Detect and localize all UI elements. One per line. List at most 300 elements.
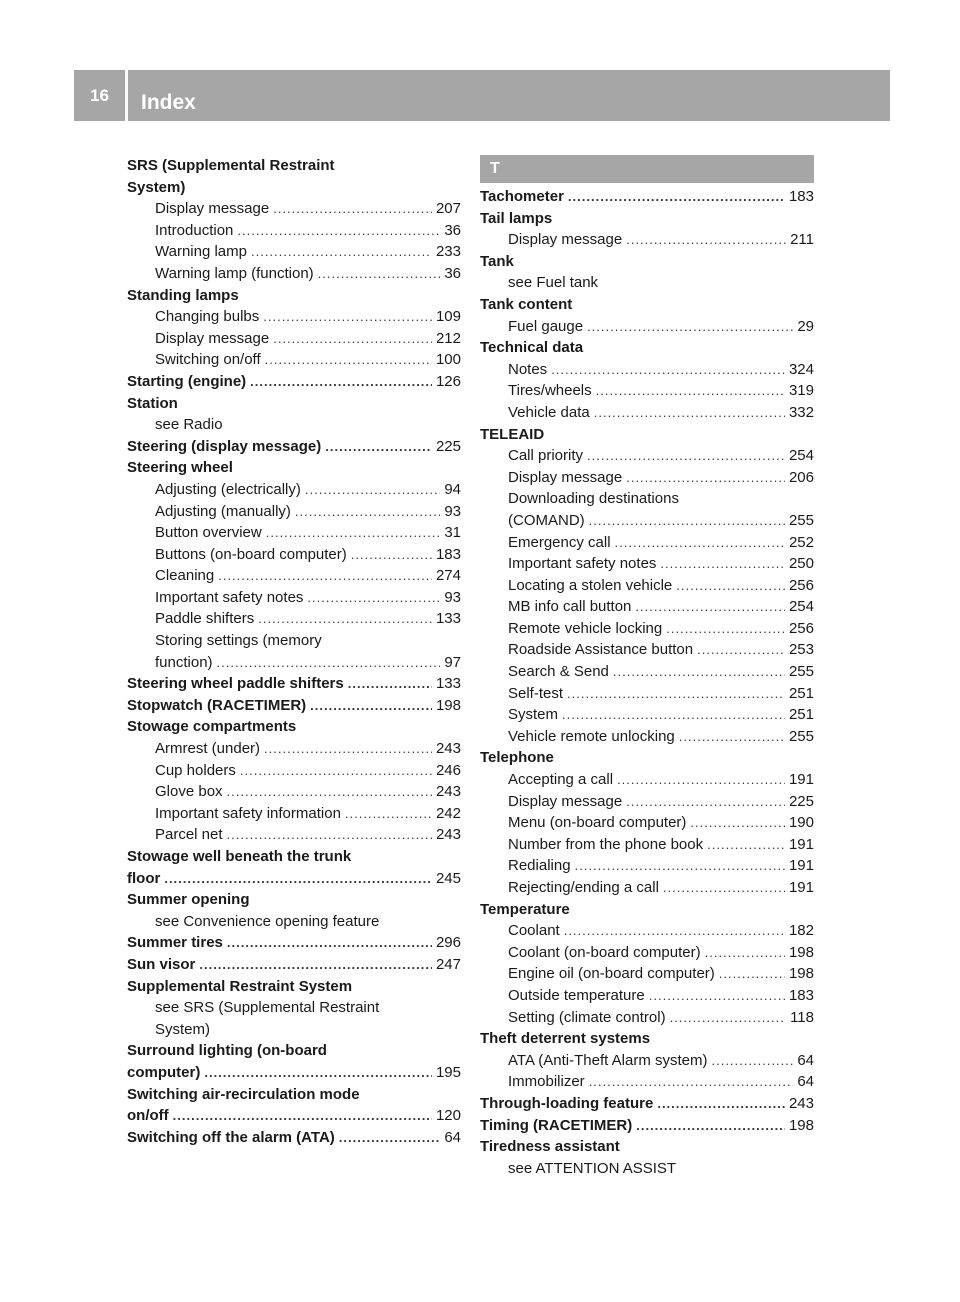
entry-text: Timing (RACETIMER) (480, 1116, 633, 1134)
page-ref: 93 (444, 502, 461, 520)
index-subentry (480, 791, 814, 813)
page-ref: 274 (435, 567, 461, 585)
entry-text: Number from the phone book (508, 835, 704, 853)
index-subentry (480, 553, 814, 575)
entry-text: Cup holders (155, 761, 236, 779)
entry-text: Steering wheel (127, 459, 233, 477)
entry-text: Standing lamps (127, 286, 239, 304)
page-ref: 190 (788, 814, 814, 832)
index-subentry (480, 877, 814, 899)
index-subentry (127, 652, 461, 674)
page-ref: 250 (788, 555, 814, 573)
dot-leader (589, 1071, 794, 1093)
page-ref: 247 (435, 955, 461, 973)
entry-text: Stowage compartments (127, 718, 297, 736)
dot-leader (164, 868, 432, 890)
entry-text: Tank content (480, 295, 573, 313)
page-ref: 64 (797, 1051, 814, 1069)
index-entry (127, 889, 461, 911)
entry-text: Tachometer (480, 188, 564, 205)
dot-leader (264, 738, 432, 760)
index-subentry (127, 220, 461, 242)
dot-leader (227, 932, 432, 954)
dot-leader (697, 639, 785, 661)
page-ref: 97 (444, 653, 461, 671)
entry-text: Warning lamp (function) (155, 264, 314, 282)
entry-text: Important safety notes (155, 588, 304, 606)
page-ref: 256 (788, 619, 814, 637)
dot-leader (660, 553, 785, 575)
dot-leader (589, 510, 785, 532)
index-entry (127, 1127, 461, 1149)
page-ref: 256 (788, 576, 814, 594)
index-subentry (127, 1019, 461, 1041)
entry-text: Tiredness assistant (480, 1138, 620, 1156)
page-ref: 332 (788, 403, 814, 421)
dot-leader (307, 587, 440, 609)
dot-leader (636, 1115, 785, 1137)
entry-text: Summer opening (127, 891, 250, 909)
entry-text: ATA (Anti-Theft Alarm system) (508, 1051, 708, 1069)
index-entry (480, 208, 814, 230)
entry-text: Emergency call (508, 533, 611, 551)
entry-text: Tail lamps (480, 209, 553, 227)
dot-leader (318, 263, 441, 285)
index-subentry (480, 316, 814, 338)
dot-leader (564, 920, 785, 942)
dot-leader (295, 501, 440, 523)
page-ref: 243 (435, 783, 461, 801)
entry-text: Glove box (155, 783, 223, 801)
page-ref: 64 (444, 1128, 461, 1146)
entry-text: Tank (480, 252, 514, 270)
index-subentry (127, 781, 461, 803)
page-ref: 191 (788, 879, 814, 896)
index-subentry (127, 738, 461, 760)
page-ref: 255 (788, 663, 814, 681)
entry-text: Roadside Assistance button (508, 641, 694, 659)
index-subentry (127, 306, 461, 328)
dot-leader (679, 726, 785, 748)
index-subentry (480, 704, 814, 726)
dot-leader (615, 532, 785, 554)
entry-text: see ATTENTION ASSIST (508, 1159, 677, 1177)
page-ref: 191 (788, 857, 814, 875)
dot-leader (258, 608, 432, 630)
page-ref: 195 (435, 1063, 461, 1081)
page-ref: 133 (435, 675, 461, 693)
page-ref: 36 (444, 221, 461, 239)
entry-text: Stopwatch (RACETIMER) (127, 696, 307, 714)
dot-leader (305, 479, 440, 501)
index-subentry (480, 467, 814, 489)
entry-text: Search & Send (508, 663, 609, 681)
entry-text: see Fuel tank (508, 274, 599, 292)
index-entry (480, 1115, 814, 1137)
index-subentry (480, 1050, 814, 1072)
index-subentry (480, 812, 814, 834)
page-ref: 109 (435, 308, 461, 326)
dot-leader (663, 877, 785, 899)
entry-text: Telephone (480, 749, 554, 767)
page-ref: 94 (444, 480, 461, 498)
page-title: Index (128, 70, 890, 121)
page-ref: 207 (435, 200, 461, 218)
index-subentry (480, 769, 814, 791)
page-ref: 183 (435, 545, 461, 563)
entry-text: System (508, 706, 559, 724)
page-ref: 225 (788, 792, 814, 810)
index-entry (480, 747, 814, 769)
index-subentry (480, 1071, 814, 1093)
page-ref: 133 (435, 610, 461, 628)
entry-text: Display message (508, 231, 623, 249)
entry-text: (COMAND) (508, 511, 585, 529)
index-entry (127, 155, 461, 177)
page-ref: 191 (788, 771, 814, 789)
index-subentry (127, 997, 461, 1019)
entry-text: Rejecting/ending a call (508, 879, 659, 896)
page-ref: 198 (788, 1116, 814, 1134)
dot-leader (218, 565, 432, 587)
dot-leader (325, 436, 432, 458)
index-entry (127, 716, 461, 738)
index-subentry (127, 565, 461, 587)
dot-leader (690, 812, 785, 834)
entry-text: function) (155, 653, 213, 671)
dot-leader (237, 220, 440, 242)
index-entry (127, 1040, 461, 1062)
index-subentry (480, 985, 814, 1007)
page-ref: 64 (797, 1073, 814, 1091)
index-subentry (127, 241, 461, 263)
page-ref: 319 (788, 382, 814, 400)
index-subentry (480, 445, 814, 467)
entry-text: Coolant (on-board computer) (508, 943, 701, 961)
entry-text: Locating a stolen vehicle (508, 576, 673, 594)
entry-text: Important safety information (155, 804, 341, 822)
page-ref: 242 (435, 804, 461, 822)
entry-text: Vehicle data (508, 403, 590, 421)
dot-leader (310, 695, 432, 717)
page-ref: 252 (788, 533, 814, 551)
page-ref: 233 (435, 243, 461, 261)
entry-text: System) (127, 178, 186, 196)
index-entry (127, 371, 461, 393)
index-subentry (480, 963, 814, 985)
dot-leader (250, 371, 432, 393)
entry-text: Stowage well beneath the trunk (127, 848, 352, 865)
index-entry (127, 1062, 461, 1084)
index-subentry (480, 380, 814, 402)
index-entry (127, 393, 461, 415)
index-subentry (480, 272, 814, 294)
entry-text: Display message (508, 468, 623, 486)
entry-text: Buttons (on-board computer) (155, 545, 347, 563)
entry-text: Changing bulbs (155, 308, 260, 326)
dot-leader (173, 1105, 432, 1127)
page-ref: 253 (788, 641, 814, 659)
dot-leader (596, 380, 785, 402)
entry-text: Summer tires (127, 934, 223, 952)
entry-text: Introduction (155, 221, 234, 239)
page-ref: 243 (435, 826, 461, 844)
page-ref: 93 (444, 588, 461, 606)
dot-leader (339, 1127, 441, 1149)
dot-leader (617, 769, 785, 791)
index-entry (127, 954, 461, 976)
dot-leader (670, 1007, 787, 1029)
entry-text: Parcel net (155, 826, 223, 844)
index-subentry (480, 596, 814, 618)
dot-leader (626, 467, 785, 489)
index-entry (480, 337, 814, 359)
entry-text: Downloading destinations (508, 490, 679, 508)
index-entry (127, 1084, 461, 1106)
dot-leader (273, 328, 432, 350)
index-entry (127, 868, 461, 890)
entry-text: see SRS (Supplemental Restraint (155, 999, 380, 1017)
entry-text: Display message (155, 200, 270, 218)
page-ref: 120 (435, 1107, 461, 1125)
entry-text: TELEAID (480, 425, 545, 443)
dot-leader (575, 855, 785, 877)
entry-text: Theft deterrent systems (480, 1030, 651, 1048)
index-entry (127, 457, 461, 479)
index-subentry (480, 488, 814, 510)
index-subentry (127, 608, 461, 630)
index-entry (127, 1105, 461, 1127)
dot-leader (199, 954, 432, 976)
section-letter-t: T (480, 155, 814, 183)
entry-text: Supplemental Restraint System (127, 977, 353, 995)
entry-text: Display message (155, 329, 270, 347)
entry-text: Sun visor (127, 955, 196, 973)
dot-leader (626, 229, 786, 251)
entry-text: Through-loading feature (480, 1094, 654, 1112)
page-ref: 198 (788, 943, 814, 961)
entry-text: Switching on/off (155, 351, 261, 369)
dot-leader (666, 618, 785, 640)
index-subentry (480, 1158, 814, 1180)
entry-text: see Radio (155, 416, 223, 434)
dot-leader (567, 683, 785, 705)
index-subentry (480, 639, 814, 661)
index-subentry (127, 501, 461, 523)
entry-text: Call priority (508, 447, 584, 465)
entry-text: Redialing (508, 857, 571, 875)
dot-leader (273, 198, 432, 220)
index-entry (480, 294, 814, 316)
page-ref: 118 (790, 1008, 814, 1026)
entry-text: Warning lamp (155, 243, 247, 261)
dot-leader (707, 834, 785, 856)
index-subentry (480, 855, 814, 877)
dot-leader (626, 791, 785, 813)
index-entry (127, 846, 461, 868)
page-ref: 211 (790, 231, 814, 249)
page-ref: 31 (444, 524, 461, 542)
dot-leader (657, 1093, 785, 1115)
dot-leader (227, 824, 432, 846)
entry-text: Coolant (508, 922, 560, 940)
page-ref: 254 (788, 598, 814, 616)
index-entry (127, 285, 461, 307)
dot-leader (676, 575, 785, 597)
index-subentry (480, 834, 814, 856)
entry-text: Engine oil (on-board computer) (508, 965, 715, 983)
index-subentry (480, 402, 814, 424)
entry-text: floor (127, 869, 161, 887)
entry-text: Armrest (under) (155, 740, 261, 758)
index-entry (480, 186, 814, 208)
entry-text: Steering (display message) (127, 437, 322, 455)
dot-leader (204, 1062, 432, 1084)
entry-text: computer) (127, 1063, 201, 1081)
entry-text: Cleaning (155, 567, 215, 585)
page-ref: 255 (788, 727, 814, 745)
entry-text: Setting (climate control) (508, 1008, 666, 1026)
entry-text: Switching air-recirculation mode (127, 1085, 360, 1103)
dot-leader (227, 781, 432, 803)
dot-leader (345, 803, 432, 825)
entry-text: Adjusting (manually) (155, 502, 291, 520)
page-ref: 243 (788, 1094, 814, 1112)
page-ref: 126 (435, 372, 461, 390)
page-ref: 251 (788, 684, 814, 702)
page-ref: 100 (435, 351, 461, 369)
index-subentry (480, 575, 814, 597)
index-column-left (127, 155, 461, 1148)
dot-leader (348, 673, 432, 695)
page-ref: 246 (435, 761, 461, 779)
dot-leader (649, 985, 785, 1007)
index-subentry (480, 618, 814, 640)
page-ref: 182 (788, 922, 814, 940)
index-subentry (480, 229, 814, 251)
entry-text: Technical data (480, 339, 584, 357)
page-ref: 191 (788, 835, 814, 853)
entry-text: Vehicle remote unlocking (508, 727, 675, 745)
index-entry (480, 1028, 814, 1050)
entry-text: Station (127, 394, 178, 412)
entry-text: Important safety notes (508, 555, 657, 573)
page-ref: 212 (435, 329, 461, 347)
index-subentry (480, 920, 814, 942)
index-subentry (480, 726, 814, 748)
page-ref: 324 (788, 360, 814, 378)
dot-leader (240, 760, 432, 782)
entry-text: Remote vehicle locking (508, 619, 663, 637)
entry-text: Tires/wheels (508, 382, 592, 400)
page-ref: 183 (788, 986, 814, 1004)
page-ref: 251 (788, 706, 814, 724)
entry-text: Steering wheel paddle shifters (127, 675, 344, 693)
index-subentry (480, 661, 814, 683)
dot-leader (594, 402, 785, 424)
index-subentry (127, 803, 461, 825)
index-entry (127, 932, 461, 954)
entry-text: Surround lighting (on-board (127, 1042, 327, 1060)
dot-leader (719, 963, 785, 985)
entry-text: Accepting a call (508, 771, 614, 789)
index-subentry (127, 824, 461, 846)
dot-leader (705, 942, 785, 964)
entry-text: Storing settings (memory (155, 632, 322, 650)
dot-leader (587, 445, 785, 467)
page-ref: 245 (435, 869, 461, 887)
dot-leader (351, 544, 432, 566)
entry-text: System) (155, 1020, 211, 1038)
index-entry (127, 673, 461, 695)
entry-text: MB info call button (508, 598, 632, 616)
entry-text: Switching off the alarm (ATA) (127, 1128, 335, 1146)
page-ref: 206 (788, 468, 814, 486)
entry-text: Notes (508, 360, 548, 378)
page-ref: 243 (435, 740, 461, 758)
page-ref: 255 (788, 511, 814, 529)
index-column-right (480, 155, 814, 1179)
entry-text: on/off (127, 1107, 169, 1125)
index-subentry (480, 532, 814, 554)
page-ref: 198 (788, 965, 814, 983)
dot-leader (562, 704, 785, 726)
dot-leader (551, 359, 785, 381)
index-subentry (480, 942, 814, 964)
page-ref: 183 (788, 188, 814, 205)
index-entry (127, 177, 461, 199)
entry-text: Self-test (508, 684, 564, 702)
index-subentry (127, 630, 461, 652)
index-entry (480, 1136, 814, 1158)
index-subentry (127, 911, 461, 933)
entry-text: Immobilizer (508, 1073, 585, 1091)
entry-text: Display message (508, 792, 623, 810)
index-subentry (480, 510, 814, 532)
dot-leader (266, 522, 441, 544)
dot-leader (263, 306, 432, 328)
index-subentry (127, 328, 461, 350)
entry-text: Adjusting (electrically) (155, 480, 301, 498)
index-subentry (127, 479, 461, 501)
index-entry (127, 976, 461, 998)
page-number: 16 (74, 70, 125, 121)
index-subentry (127, 522, 461, 544)
dot-leader (711, 1050, 793, 1072)
page-ref: 296 (435, 934, 461, 952)
index-subentry (480, 359, 814, 381)
dot-leader (635, 596, 785, 618)
index-subentry (127, 263, 461, 285)
entry-text: see Convenience opening feature (155, 912, 380, 930)
index-subentry (127, 198, 461, 220)
entry-text: Button overview (155, 524, 262, 542)
index-entry (480, 1093, 814, 1115)
dot-leader (265, 349, 432, 371)
page-ref: 198 (435, 696, 461, 714)
index-subentry (127, 414, 461, 436)
index-subentry (127, 349, 461, 371)
entry-text: Outside temperature (508, 986, 645, 1004)
dot-leader (613, 661, 785, 683)
dot-leader (217, 652, 441, 674)
entry-text: Paddle shifters (155, 610, 255, 628)
index-subentry (480, 1007, 814, 1029)
entry-text: Fuel gauge (508, 317, 584, 335)
index-subentry (480, 683, 814, 705)
index-entry (480, 424, 814, 446)
page-ref: 254 (788, 447, 814, 465)
